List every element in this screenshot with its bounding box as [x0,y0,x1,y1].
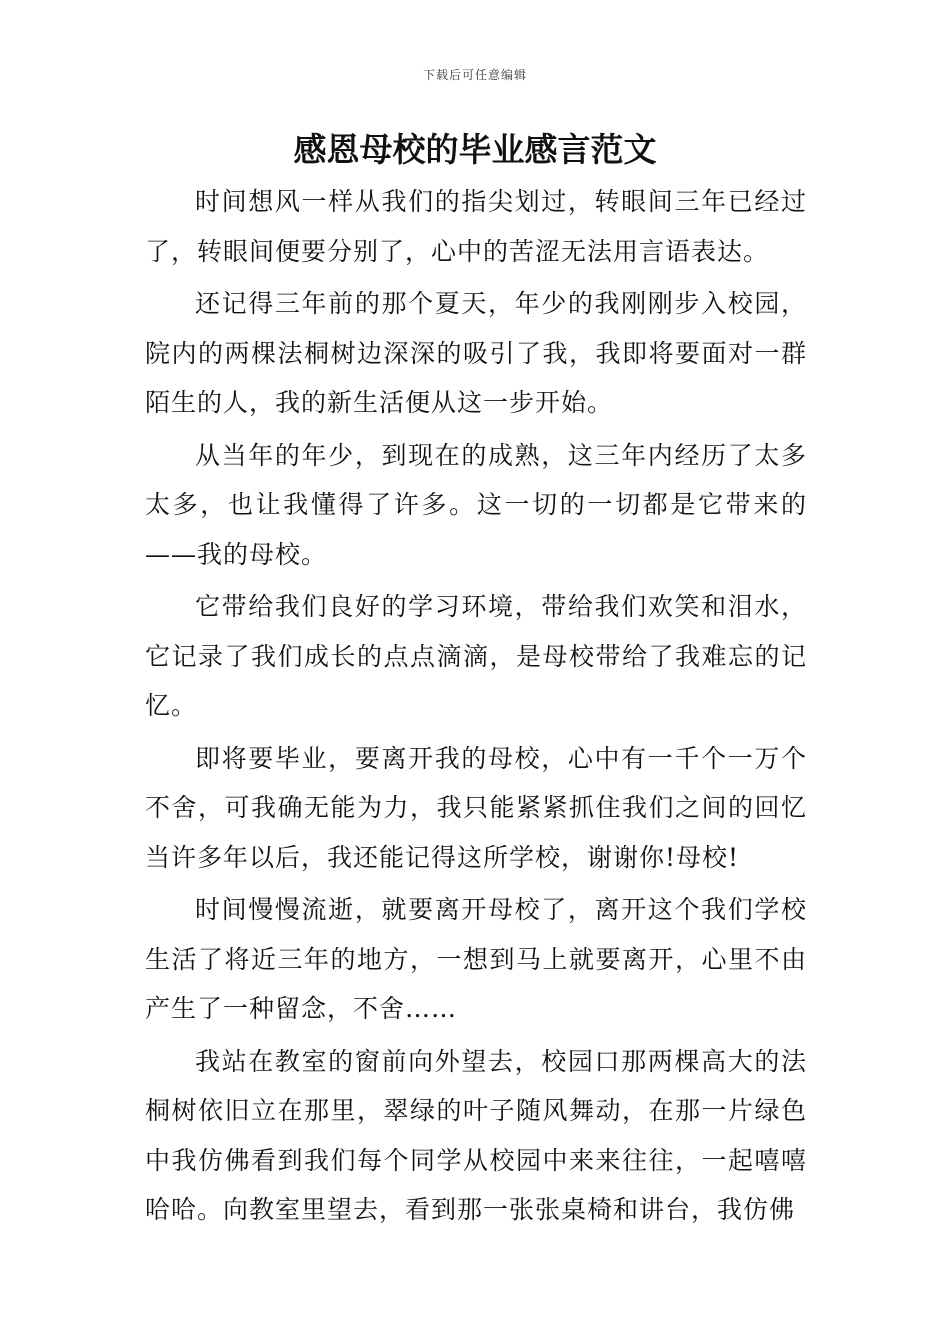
paragraph: 还记得三年前的那个夏天，年少的我刚刚步入校园，院内的两棵法桐树边深深的吸引了我，我即将要面对一群陌生的人，我的新生活便从这一步开始。 [145,289,807,417]
paragraph: 即将要毕业，要离开我的母校，心中有一千个一万个不舍，可我确无能为力，我只能紧紧抓住我们之间的回忆当许多年以后，我还能记得这所学校，谢谢你!母校! [145,743,807,872]
paragraph: 它带给我们良好的学习环境，带给我们欢笑和泪水，它记录了我们成长的点点滴滴，是母校带给了我难忘的记忆。 [145,592,807,720]
header-note: 下载后可任意编辑 [422,68,527,82]
paragraph: 从当年的年少，到现在的成熟，这三年内经历了太多太多，也让我懂得了许多。这一切的一切都是它带来的——我的母校。 [145,440,807,569]
paragraph: 我站在教室的窗前向外望去，校园口那两棵高大的法桐树依旧立在那里，翠绿的叶子随风舞动，在那一片绿色中我仿佛看到我们每个同学从校园中来来往往，一起嘻嘻哈哈。向教室里望去，看到那一张张桌椅和讲台，我仿佛 [145,1046,807,1224]
document-title: 感恩母校的毕业感言范文 [293,130,657,169]
paragraph: 时间慢慢流逝，就要离开母校了，离开这个我们学校生活了将近三年的地方，一想到马上就要离开，心里不由产生了一种留念，不舍…… [145,895,807,1023]
document-body [145,177,807,1235]
paragraph: 时间想风一样从我们的指尖划过，转眼间三年已经过了，转眼间便要分别了，心中的苦涩无法用言语表达。 [145,187,807,266]
